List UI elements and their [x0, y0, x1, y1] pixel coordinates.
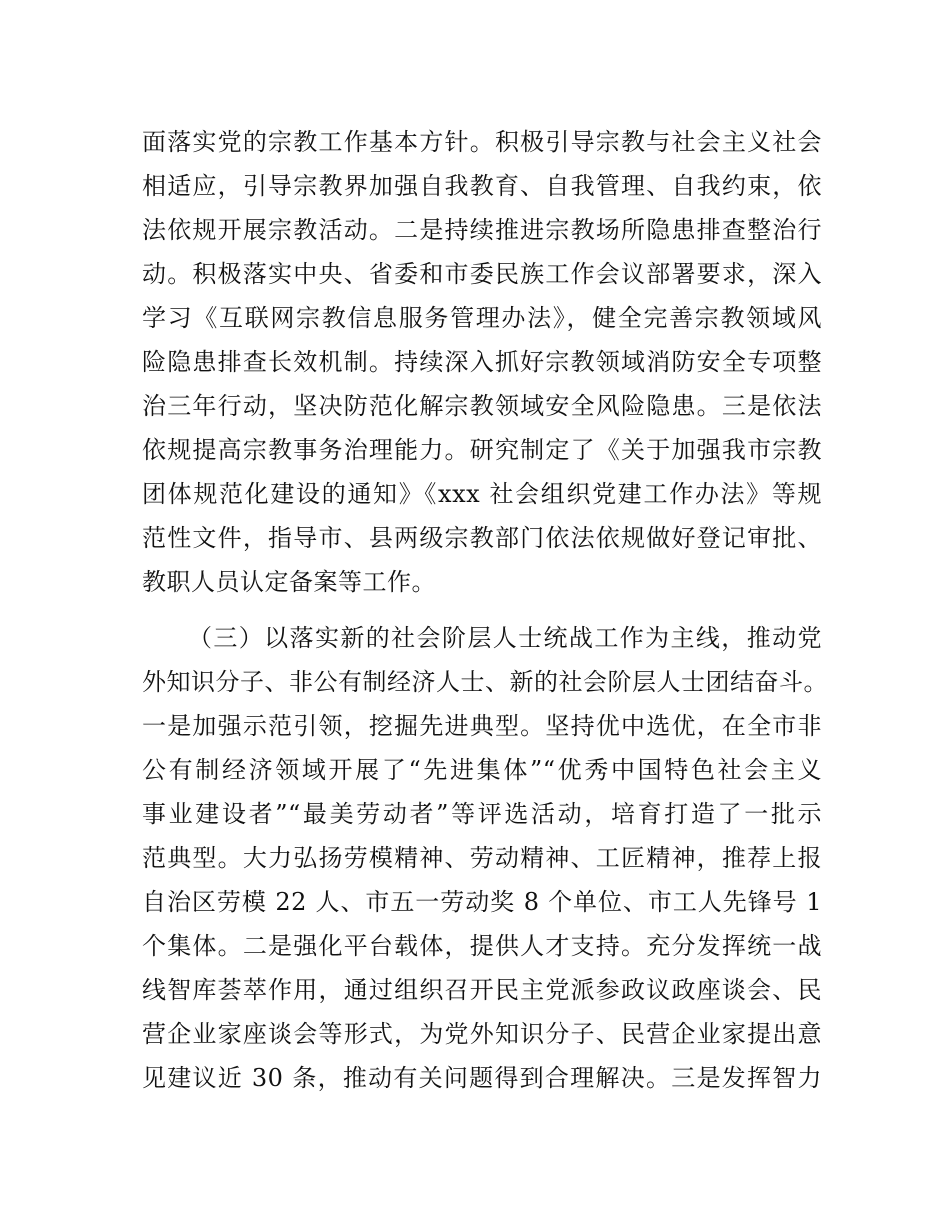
text-line: 见建议近 30 条，推动有关问题得到合理解决。三是发挥智力	[142, 1064, 822, 1092]
text-line: 法依规开展宗教活动。二是持续推进宗教场所隐患排查整治行	[142, 216, 822, 244]
text-line: 范性文件，指导市、县两级宗教部门依法依规做好登记审批、	[142, 524, 822, 552]
text-line: 团体规范化建设的通知》《xxx 社会组织党建工作办法》等规	[142, 480, 822, 508]
text-line: 依规提高宗教事务治理能力。研究制定了《关于加强我市宗教	[142, 436, 822, 464]
text-line: 个集体。二是强化平台载体，提供人才支持。充分发挥统一战	[142, 932, 822, 960]
text-line: 教职人员认定备案等工作。	[142, 568, 436, 596]
text-line: 险隐患排查长效机制。持续深入抓好宗教领域消防安全专项整	[142, 348, 822, 376]
text-line: 线智库荟萃作用，通过组织召开民主党派参政议政座谈会、民	[142, 976, 822, 1004]
text-line: 自治区劳模 22 人、市五一劳动奖 8 个单位、市工人先锋号 1	[142, 888, 822, 916]
text-line: 外知识分子、非公有制经济人士、新的社会阶层人士团结奋斗。	[142, 668, 828, 696]
text-line: 公有制经济领域开展了“先进集体”“优秀中国特色社会主义	[142, 756, 822, 784]
text-line: （三）以落实新的社会阶层人士统战工作为主线，推动党	[188, 624, 822, 652]
text-line: 学习《互联网宗教信息服务管理办法》，健全完善宗教领域风	[142, 304, 822, 332]
text-line: 面落实党的宗教工作基本方针。积极引导宗教与社会主义社会	[142, 128, 822, 156]
text-line: 一是加强示范引领，挖掘先进典型。坚持优中选优，在全市非	[142, 712, 822, 740]
text-line: 动。积极落实中央、省委和市委民族工作会议部署要求，深入	[142, 260, 822, 288]
text-line: 事业建设者”“最美劳动者”等评选活动，培育打造了一批示	[142, 800, 822, 828]
text-line: 治三年行动，坚决防范化解宗教领域安全风险隐患。三是依法	[142, 392, 822, 420]
text-line: 相适应，引导宗教界加强自我教育、自我管理、自我约束，依	[142, 172, 822, 200]
text-line: 营企业家座谈会等形式，为党外知识分子、民营企业家提出意	[142, 1020, 822, 1048]
text-line: 范典型。大力弘扬劳模精神、劳动精神、工匠精神，推荐上报	[142, 844, 822, 872]
